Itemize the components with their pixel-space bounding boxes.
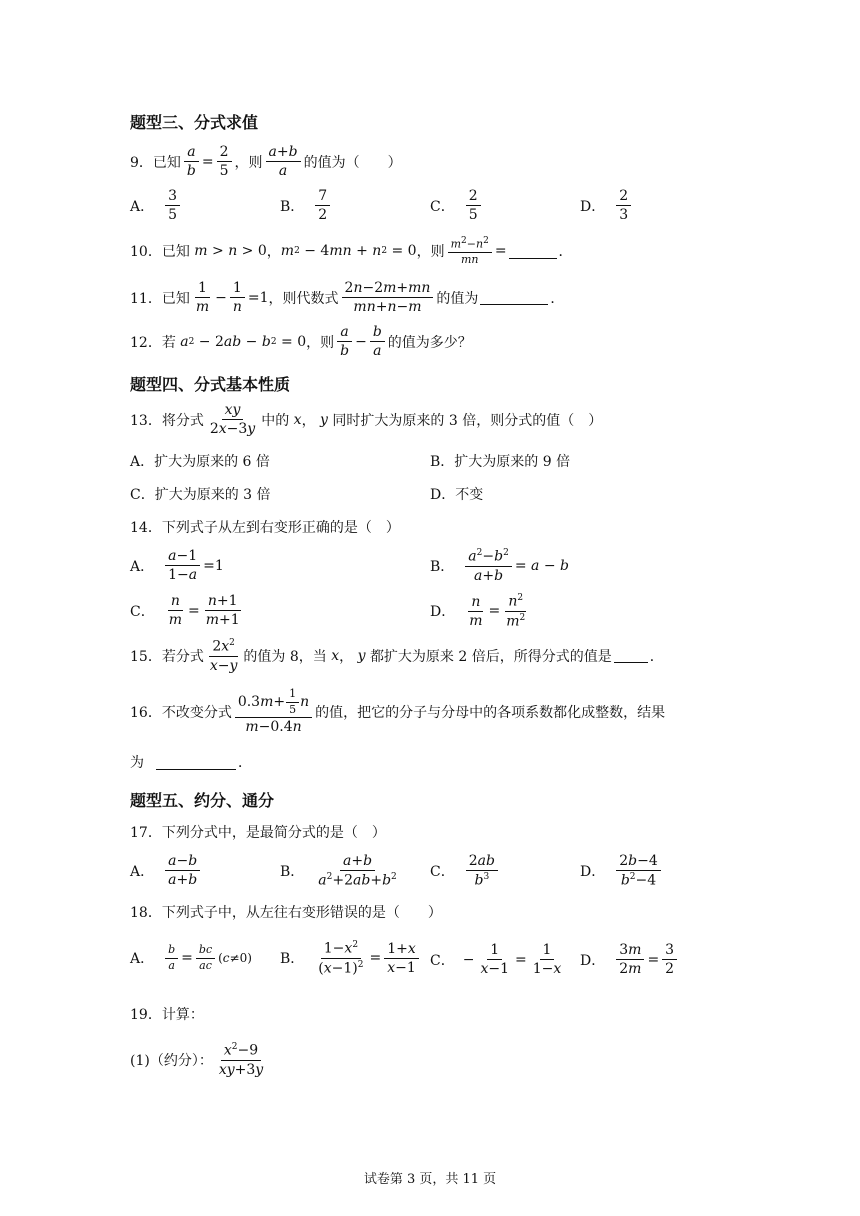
- q17-option-c[interactable]: C． $\frac{2ab}{b^3}$: [430, 853, 501, 889]
- question-16: 16．不改变分式 0.3m+ $\frac{1}{5}$ n m−0.4n 的值，把它的分子与分母中的各项系数都化成整数，结果: [130, 687, 666, 736]
- fraction-apb-over-a: $\frac{a+b}{a}$: [266, 144, 301, 179]
- q14-option-b[interactable]: B． $\frac{a^2-b^2}{a+b}$ = a − b: [430, 548, 569, 584]
- q14-option-c[interactable]: C． $\frac{n}{m}$ = $\frac{n+1}{m+1}$: [130, 593, 240, 629]
- question-12: 12．若 a 2 − 2 ab − b 2 = 0 ，则 $\frac{a}{b}$ − $\frac{b}{a}$ 的值为多少？: [130, 324, 472, 360]
- page-footer: 试卷第 3 页，共 11 页: [363, 1172, 497, 1187]
- q17-option-a[interactable]: A． $\frac{a-b}{a+b}$: [130, 853, 203, 888]
- question-13: 13．将分式 $\frac{xy}{2x-3y}$ 中的 x ， y 同时扩大为原来的 3 倍，则分式的值（ ）: [130, 402, 603, 438]
- q9-option-d[interactable]: D． $\frac{2}{3}$: [580, 188, 634, 223]
- q18-option-a[interactable]: A． $\frac{b}{a}$ = $\frac{bc}{ac}$ (c≠0): [130, 943, 252, 972]
- question-17: 17．下列分式中，是最简分式的是（ ）: [130, 825, 386, 841]
- question-15: 15．若分式 $\frac{2x^2}{x-y}$ 的值为 8，当 x ， y 都扩大为原来 2 倍后，所得分式的值是 ．: [130, 638, 664, 674]
- question-19-part-1: (1)（约分）： $\frac{x^2-9}{xy+3y}$: [130, 1042, 264, 1078]
- question-18: 18．下列式子中，从左往右变形错误的是（ ）: [130, 905, 442, 921]
- q18-option-c[interactable]: C． − $\frac{1}{x-1}$ = $\frac{1}{1-x}$: [430, 942, 562, 978]
- question-16-line-2: 为 ．: [130, 755, 252, 771]
- q9-option-b[interactable]: B． $\frac{7}{2}$: [280, 188, 333, 223]
- question-11: 11．已知 $\frac{1}{m}$ − $\frac{1}{n}$ =1 ，则代数式 $\frac{2n-2m+mn}{mn+n-m}$ 的值为 ．: [130, 280, 565, 316]
- question-10: 10．已知 m > n > 0 ， m 2 − 4 mn + n 2 = 0 ，则 $\frac{m^2-n^2}{mn}$ = ．: [130, 236, 573, 267]
- q9-option-a[interactable]: A． $\frac{3}{5}$: [130, 188, 183, 223]
- section-title-4: 题型四、分式基本性质: [130, 375, 291, 394]
- section-title-3: 题型三、分式求值: [130, 113, 259, 132]
- q13-option-d[interactable]: D．不变: [430, 487, 484, 503]
- q13-option-c[interactable]: C．扩大为原来的 3 倍: [130, 487, 271, 503]
- section-title-5: 题型五、约分、通分: [130, 791, 275, 810]
- q9-option-c[interactable]: C． $\frac{2}{5}$: [430, 188, 484, 223]
- q14-option-d[interactable]: D． $\frac{n}{m}$ = $\frac{n^2}{m^2}$: [430, 593, 526, 630]
- q17-option-b[interactable]: B． $\frac{a+b}{a^2+2ab+b^2}$: [280, 853, 397, 889]
- q18-option-b[interactable]: B． $\frac{1-x^2}{(x-1)^2}$ = $\frac{1+x}{x-1}$: [280, 940, 422, 977]
- fraction-2-5: $\frac{2}{5}$: [217, 144, 232, 179]
- question-19: 19．计算：: [130, 1007, 204, 1023]
- q14-option-a[interactable]: A． $\frac{a-1}{1-a}$ =1: [130, 548, 224, 584]
- fraction-a-over-b: $\frac{a}{b}$: [184, 144, 199, 179]
- q13-option-a[interactable]: A．扩大为原来的 6 倍: [130, 454, 270, 470]
- question-14: 14．下列式子从左到右变形正确的是（ ）: [130, 520, 400, 536]
- q17-option-d[interactable]: D． $\frac{2b-4}{b^2-4}$: [580, 853, 664, 889]
- q13-option-b[interactable]: B．扩大为原来的 9 倍: [430, 454, 571, 470]
- q18-option-d[interactable]: D． $\frac{3m}{2m}$ = $\frac{3}{2}$: [580, 942, 680, 977]
- question-9: 9．已知 $\frac{a}{b}$ = $\frac{2}{5}$ ，则 $\frac{a+b}{a}$ 的值为（ ）: [130, 144, 402, 180]
